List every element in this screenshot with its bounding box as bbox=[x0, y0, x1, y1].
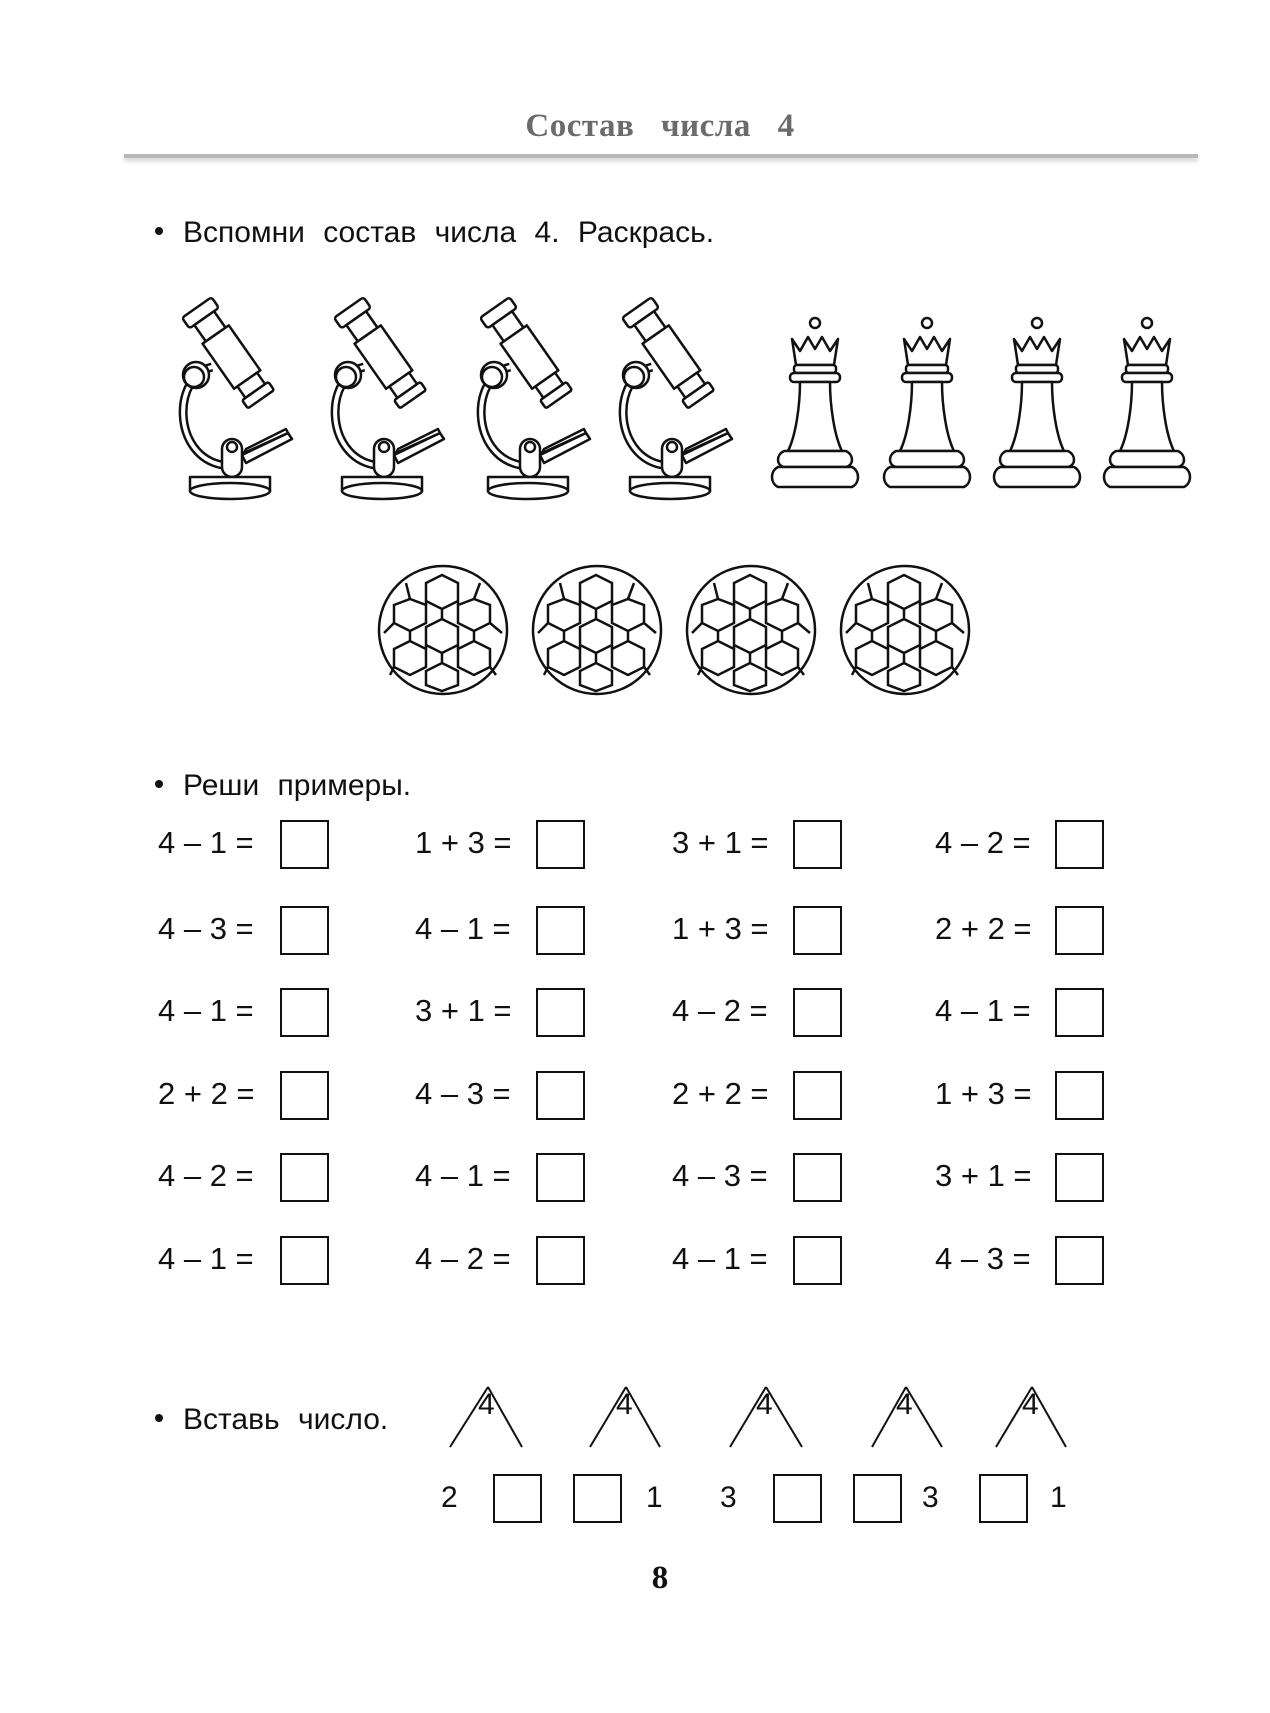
tree-top-number: 4 bbox=[616, 1388, 633, 1421]
page-header bbox=[0, 108, 1270, 145]
tree-right-number: 1 bbox=[1050, 1481, 1067, 1514]
chess-queen-icon bbox=[882, 315, 972, 500]
tree-left-box[interactable] bbox=[979, 1474, 1028, 1523]
microscope-icon bbox=[312, 285, 452, 507]
tree-top-number: 4 bbox=[756, 1388, 773, 1421]
task-insert-instruction bbox=[155, 1403, 388, 1437]
equation-text: 4 – 1 = bbox=[158, 1241, 254, 1276]
equation-text: 4 – 1 = bbox=[158, 825, 254, 860]
microscope-icon bbox=[600, 285, 740, 507]
answer-box[interactable] bbox=[1055, 1153, 1104, 1202]
answer-box[interactable] bbox=[793, 906, 842, 955]
tree-top-number: 4 bbox=[1022, 1388, 1039, 1421]
soccer-ball-icon bbox=[530, 563, 664, 697]
equation-text: 1 + 3 = bbox=[672, 911, 769, 946]
answer-box[interactable] bbox=[1055, 820, 1104, 869]
equation-text: 3 + 1 = bbox=[672, 825, 769, 860]
chess-queen-icon bbox=[1102, 315, 1192, 500]
answer-box[interactable] bbox=[536, 820, 585, 869]
tree-left-box[interactable] bbox=[853, 1474, 902, 1523]
tree-top-number: 4 bbox=[478, 1388, 495, 1421]
page-title: Состав числа 4 bbox=[525, 108, 795, 144]
equation-text: 4 – 3 = bbox=[672, 1158, 768, 1193]
equation-text: 4 – 1 = bbox=[672, 1241, 768, 1276]
equation-text: 4 – 2 = bbox=[158, 1158, 254, 1193]
equation-text: 4 – 2 = bbox=[415, 1241, 511, 1276]
answer-box[interactable] bbox=[536, 1071, 585, 1120]
tree-right-number: 3 bbox=[922, 1481, 939, 1514]
answer-box[interactable] bbox=[793, 1071, 842, 1120]
answer-box[interactable] bbox=[1055, 988, 1104, 1037]
tree-right-box[interactable] bbox=[493, 1474, 542, 1523]
tree-left-number: 3 bbox=[720, 1481, 737, 1514]
soccer-ball-icon bbox=[838, 563, 972, 697]
answer-box[interactable] bbox=[536, 1236, 585, 1285]
microscope-icon bbox=[458, 285, 598, 507]
equation-text: 4 – 1 = bbox=[415, 911, 511, 946]
chess-queen-icon bbox=[992, 315, 1082, 500]
tree-right-box[interactable] bbox=[773, 1474, 822, 1523]
answer-box[interactable] bbox=[280, 820, 329, 869]
equation-text: 4 – 3 = bbox=[935, 1241, 1031, 1276]
equation-text: 4 – 1 = bbox=[158, 993, 254, 1028]
tree-right-number: 1 bbox=[646, 1481, 663, 1514]
microscope-icon bbox=[160, 285, 300, 507]
page-number: 8 bbox=[651, 1560, 669, 1596]
task-color-instruction bbox=[155, 216, 714, 250]
bullet-icon bbox=[155, 780, 163, 788]
tree-left-number: 2 bbox=[441, 1481, 458, 1514]
task-color-text: Вспомни состав числа 4. Раскрась. bbox=[183, 216, 715, 249]
equation-text: 4 – 2 = bbox=[935, 825, 1031, 860]
answer-box[interactable] bbox=[536, 1153, 585, 1202]
bullet-icon bbox=[155, 227, 163, 235]
equation-text: 3 + 1 = bbox=[415, 993, 512, 1028]
answer-box[interactable] bbox=[280, 988, 329, 1037]
answer-box[interactable] bbox=[280, 1236, 329, 1285]
task-solve-text: Реши примеры. bbox=[183, 769, 412, 802]
answer-box[interactable] bbox=[793, 1236, 842, 1285]
chess-queen-icon bbox=[770, 315, 860, 500]
equation-text: 1 + 3 = bbox=[415, 825, 512, 860]
answer-box[interactable] bbox=[1055, 1236, 1104, 1285]
answer-box[interactable] bbox=[793, 820, 842, 869]
equation-text: 2 + 2 = bbox=[158, 1076, 255, 1111]
answer-box[interactable] bbox=[280, 1071, 329, 1120]
answer-box[interactable] bbox=[536, 988, 585, 1037]
equation-text: 4 – 3 = bbox=[158, 911, 254, 946]
equation-text: 4 – 2 = bbox=[672, 993, 768, 1028]
equation-text: 1 + 3 = bbox=[935, 1076, 1032, 1111]
header-divider bbox=[124, 154, 1198, 158]
answer-box[interactable] bbox=[793, 1153, 842, 1202]
equation-text: 2 + 2 = bbox=[935, 911, 1032, 946]
task-insert-text: Вставь число. bbox=[183, 1403, 389, 1436]
equation-text: 4 – 1 = bbox=[935, 993, 1031, 1028]
answer-box[interactable] bbox=[536, 906, 585, 955]
task-solve-instruction bbox=[155, 769, 411, 803]
equation-text: 2 + 2 = bbox=[672, 1076, 769, 1111]
answer-box[interactable] bbox=[1055, 1071, 1104, 1120]
soccer-ball-icon bbox=[376, 563, 510, 697]
answer-box[interactable] bbox=[793, 988, 842, 1037]
equation-text: 3 + 1 = bbox=[935, 1158, 1032, 1193]
bullet-icon bbox=[155, 1414, 163, 1422]
equation-text: 4 – 1 = bbox=[415, 1158, 511, 1193]
equation-text: 4 – 3 = bbox=[415, 1076, 511, 1111]
soccer-ball-icon bbox=[684, 563, 818, 697]
answer-box[interactable] bbox=[280, 1153, 329, 1202]
answer-box[interactable] bbox=[280, 906, 329, 955]
tree-top-number: 4 bbox=[896, 1388, 913, 1421]
tree-left-box[interactable] bbox=[573, 1474, 622, 1523]
answer-box[interactable] bbox=[1055, 906, 1104, 955]
